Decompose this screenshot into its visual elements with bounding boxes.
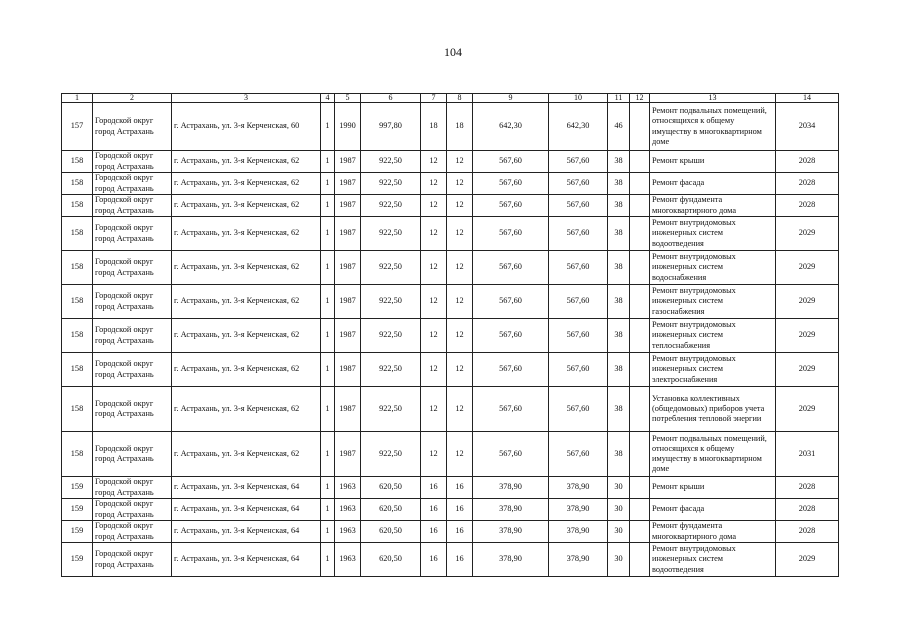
column-number-3: 3: [172, 94, 321, 103]
address-cell: г. Астрахань, ул. 3-я Керченская, 64: [172, 477, 321, 499]
col-9-cell: 567,60: [473, 195, 549, 217]
column-number-2: 2: [93, 94, 172, 103]
column-number-10: 10: [549, 94, 608, 103]
table-row: [62, 285, 839, 319]
col-8-cell: 12: [447, 432, 473, 477]
col-7-cell: 18: [421, 103, 447, 151]
row-number-cell: 157: [62, 103, 93, 151]
col-8-cell: 18: [447, 103, 473, 151]
work-type-cell: Ремонт крыши: [650, 477, 776, 499]
work-type-cell: Ремонт подвальных помещений, относящихся к общему имуществу в многоквартирном доме: [650, 103, 776, 151]
col-12-cell: [630, 151, 650, 173]
work-type-cell: Ремонт внутридомовых инженерных систем водоснабжения: [650, 251, 776, 285]
build-year-cell: 1987: [335, 353, 361, 387]
planned-year-cell: 2029: [776, 543, 839, 577]
total-area-cell: 922,50: [361, 387, 421, 432]
build-year-cell: 1963: [335, 477, 361, 499]
address-cell: г. Астрахань, ул. 3-я Керченская, 62: [172, 319, 321, 353]
col-10-cell: 642,30: [549, 103, 608, 151]
build-year-cell: 1987: [335, 173, 361, 195]
col-8-cell: 12: [447, 151, 473, 173]
total-area-cell: 922,50: [361, 319, 421, 353]
col-12-cell: [630, 217, 650, 251]
build-year-cell: 1963: [335, 543, 361, 577]
total-area-cell: 922,50: [361, 217, 421, 251]
municipality-cell: Городской округ город Астрахань: [93, 217, 172, 251]
work-type-cell: Ремонт подвальных помещений, относящихся к общему имуществу в многоквартирном доме: [650, 432, 776, 477]
col-10-cell: 567,60: [549, 432, 608, 477]
table-row: [62, 387, 839, 432]
col-4-cell: 1: [321, 103, 335, 151]
total-area-cell: 620,50: [361, 521, 421, 543]
table-row: [62, 251, 839, 285]
municipality-cell: Городской округ город Астрахань: [93, 543, 172, 577]
total-area-cell: 620,50: [361, 477, 421, 499]
col-12-cell: [630, 353, 650, 387]
col-9-cell: 567,60: [473, 387, 549, 432]
col-9-cell: 567,60: [473, 353, 549, 387]
build-year-cell: 1987: [335, 387, 361, 432]
table-row: [62, 195, 839, 217]
table-row: [62, 151, 839, 173]
build-year-cell: 1987: [335, 151, 361, 173]
row-number-cell: 158: [62, 217, 93, 251]
total-area-cell: 620,50: [361, 499, 421, 521]
col-8-cell: 12: [447, 195, 473, 217]
col-4-cell: 1: [321, 432, 335, 477]
col-11-cell: 30: [608, 499, 630, 521]
table-row: [62, 499, 839, 521]
col-7-cell: 12: [421, 432, 447, 477]
row-number-cell: 158: [62, 387, 93, 432]
col-9-cell: 642,30: [473, 103, 549, 151]
work-type-cell: Ремонт внутридомовых инженерных систем водоотведения: [650, 543, 776, 577]
col-12-cell: [630, 499, 650, 521]
row-number-cell: 159: [62, 543, 93, 577]
planned-year-cell: 2029: [776, 353, 839, 387]
build-year-cell: 1987: [335, 217, 361, 251]
col-12-cell: [630, 477, 650, 499]
col-9-cell: 378,90: [473, 521, 549, 543]
address-cell: г. Астрахань, ул. 3-я Керченская, 64: [172, 521, 321, 543]
col-12-cell: [630, 173, 650, 195]
col-10-cell: 567,60: [549, 217, 608, 251]
address-cell: г. Астрахань, ул. 3-я Керченская, 62: [172, 217, 321, 251]
col-12-cell: [630, 543, 650, 577]
address-cell: г. Астрахань, ул. 3-я Керченская, 62: [172, 151, 321, 173]
col-12-cell: [630, 387, 650, 432]
col-9-cell: 567,60: [473, 432, 549, 477]
col-11-cell: 46: [608, 103, 630, 151]
build-year-cell: 1990: [335, 103, 361, 151]
total-area-cell: 922,50: [361, 432, 421, 477]
municipality-cell: Городской округ город Астрахань: [93, 432, 172, 477]
total-area-cell: 997,80: [361, 103, 421, 151]
col-8-cell: 12: [447, 353, 473, 387]
planned-year-cell: 2029: [776, 387, 839, 432]
col-9-cell: 567,60: [473, 173, 549, 195]
col-12-cell: [630, 285, 650, 319]
address-cell: г. Астрахань, ул. 3-я Керченская, 62: [172, 195, 321, 217]
row-number-cell: 158: [62, 195, 93, 217]
col-9-cell: 567,60: [473, 319, 549, 353]
planned-year-cell: 2029: [776, 319, 839, 353]
table-body: [62, 94, 839, 577]
address-cell: г. Астрахань, ул. 3-я Керченская, 62: [172, 251, 321, 285]
col-4-cell: 1: [321, 499, 335, 521]
municipality-cell: Городской округ город Астрахань: [93, 195, 172, 217]
work-type-cell: Ремонт фундамента многоквартирного дома: [650, 195, 776, 217]
col-4-cell: 1: [321, 477, 335, 499]
planned-year-cell: 2028: [776, 173, 839, 195]
col-10-cell: 567,60: [549, 195, 608, 217]
col-7-cell: 16: [421, 521, 447, 543]
row-number-cell: 158: [62, 151, 93, 173]
col-11-cell: 38: [608, 319, 630, 353]
col-7-cell: 12: [421, 173, 447, 195]
col-9-cell: 567,60: [473, 217, 549, 251]
build-year-cell: 1987: [335, 432, 361, 477]
col-9-cell: 378,90: [473, 477, 549, 499]
row-number-cell: 158: [62, 173, 93, 195]
col-4-cell: 1: [321, 285, 335, 319]
total-area-cell: 922,50: [361, 173, 421, 195]
table-row: [62, 173, 839, 195]
planned-year-cell: 2029: [776, 285, 839, 319]
table-row: [62, 217, 839, 251]
planned-year-cell: 2031: [776, 432, 839, 477]
column-number-7: 7: [421, 94, 447, 103]
row-number-cell: 159: [62, 499, 93, 521]
municipality-cell: Городской округ город Астрахань: [93, 251, 172, 285]
col-7-cell: 16: [421, 543, 447, 577]
total-area-cell: 922,50: [361, 353, 421, 387]
col-10-cell: 567,60: [549, 173, 608, 195]
col-7-cell: 12: [421, 285, 447, 319]
col-11-cell: 38: [608, 251, 630, 285]
col-7-cell: 16: [421, 499, 447, 521]
planned-year-cell: 2029: [776, 217, 839, 251]
column-number-4: 4: [321, 94, 335, 103]
col-11-cell: 38: [608, 432, 630, 477]
col-10-cell: 567,60: [549, 387, 608, 432]
address-cell: г. Астрахань, ул. 3-я Керченская, 62: [172, 173, 321, 195]
col-7-cell: 12: [421, 195, 447, 217]
table-row: [62, 432, 839, 477]
table-row: [62, 543, 839, 577]
col-9-cell: 567,60: [473, 251, 549, 285]
col-4-cell: 1: [321, 251, 335, 285]
build-year-cell: 1963: [335, 521, 361, 543]
row-number-cell: 158: [62, 432, 93, 477]
planned-year-cell: 2028: [776, 477, 839, 499]
municipality-cell: Городской округ город Астрахань: [93, 319, 172, 353]
col-4-cell: 1: [321, 151, 335, 173]
col-12-cell: [630, 251, 650, 285]
capital-repair-table: [61, 93, 839, 577]
col-8-cell: 12: [447, 173, 473, 195]
col-4-cell: 1: [321, 543, 335, 577]
planned-year-cell: 2028: [776, 195, 839, 217]
col-10-cell: 378,90: [549, 521, 608, 543]
col-10-cell: 378,90: [549, 499, 608, 521]
col-12-cell: [630, 195, 650, 217]
row-number-cell: 159: [62, 477, 93, 499]
col-4-cell: 1: [321, 217, 335, 251]
work-type-cell: Ремонт внутридомовых инженерных систем водоотведения: [650, 217, 776, 251]
total-area-cell: 922,50: [361, 285, 421, 319]
col-12-cell: [630, 432, 650, 477]
municipality-cell: Городской округ город Астрахань: [93, 477, 172, 499]
col-7-cell: 12: [421, 151, 447, 173]
planned-year-cell: 2028: [776, 499, 839, 521]
col-11-cell: 38: [608, 173, 630, 195]
address-cell: г. Астрахань, ул. 3-я Керченская, 62: [172, 285, 321, 319]
col-11-cell: 38: [608, 217, 630, 251]
address-cell: г. Астрахань, ул. 3-я Керченская, 64: [172, 543, 321, 577]
col-11-cell: 38: [608, 353, 630, 387]
total-area-cell: 922,50: [361, 251, 421, 285]
col-12-cell: [630, 103, 650, 151]
column-number-9: 9: [473, 94, 549, 103]
col-11-cell: 30: [608, 543, 630, 577]
work-type-cell: Ремонт внутридомовых инженерных систем газоснабжения: [650, 285, 776, 319]
address-cell: г. Астрахань, ул. 3-я Керченская, 62: [172, 353, 321, 387]
address-cell: г. Астрахань, ул. 3-я Керченская, 62: [172, 387, 321, 432]
column-number-14: 14: [776, 94, 839, 103]
col-10-cell: 567,60: [549, 251, 608, 285]
col-10-cell: 378,90: [549, 477, 608, 499]
column-number-6: 6: [361, 94, 421, 103]
col-4-cell: 1: [321, 387, 335, 432]
col-8-cell: 12: [447, 251, 473, 285]
col-9-cell: 378,90: [473, 543, 549, 577]
municipality-cell: Городской округ город Астрахань: [93, 285, 172, 319]
build-year-cell: 1963: [335, 499, 361, 521]
col-11-cell: 38: [608, 285, 630, 319]
address-cell: г. Астрахань, ул. 3-я Керченская, 64: [172, 499, 321, 521]
municipality-cell: Городской округ город Астрахань: [93, 499, 172, 521]
col-12-cell: [630, 521, 650, 543]
municipality-cell: Городской округ город Астрахань: [93, 387, 172, 432]
col-8-cell: 16: [447, 543, 473, 577]
build-year-cell: 1987: [335, 195, 361, 217]
table-row: [62, 477, 839, 499]
row-number-cell: 158: [62, 251, 93, 285]
col-9-cell: 567,60: [473, 285, 549, 319]
row-number-cell: 158: [62, 285, 93, 319]
col-9-cell: 567,60: [473, 151, 549, 173]
col-8-cell: 12: [447, 217, 473, 251]
work-type-cell: Ремонт фасада: [650, 499, 776, 521]
col-4-cell: 1: [321, 521, 335, 543]
planned-year-cell: 2034: [776, 103, 839, 151]
row-number-cell: 158: [62, 319, 93, 353]
col-4-cell: 1: [321, 319, 335, 353]
col-4-cell: 1: [321, 353, 335, 387]
col-8-cell: 16: [447, 477, 473, 499]
col-9-cell: 378,90: [473, 499, 549, 521]
table-row: [62, 319, 839, 353]
col-10-cell: 567,60: [549, 353, 608, 387]
col-10-cell: 567,60: [549, 319, 608, 353]
col-11-cell: 38: [608, 195, 630, 217]
column-number-5: 5: [335, 94, 361, 103]
column-number-1: 1: [62, 94, 93, 103]
work-type-cell: Ремонт внутридомовых инженерных систем электроснабжения: [650, 353, 776, 387]
work-type-cell: Ремонт крыши: [650, 151, 776, 173]
col-7-cell: 12: [421, 251, 447, 285]
municipality-cell: Городской округ город Астрахань: [93, 103, 172, 151]
work-type-cell: Ремонт внутридомовых инженерных систем теплоснабжения: [650, 319, 776, 353]
address-cell: г. Астрахань, ул. 3-я Керченская, 60: [172, 103, 321, 151]
build-year-cell: 1987: [335, 319, 361, 353]
work-type-cell: Установка коллективных (общедомовых) приборов учета потребления тепловой энергии: [650, 387, 776, 432]
col-8-cell: 12: [447, 319, 473, 353]
col-7-cell: 12: [421, 353, 447, 387]
col-8-cell: 12: [447, 285, 473, 319]
col-7-cell: 16: [421, 477, 447, 499]
total-area-cell: 620,50: [361, 543, 421, 577]
work-type-cell: Ремонт фундамента многоквартирного дома: [650, 521, 776, 543]
column-number-8: 8: [447, 94, 473, 103]
total-area-cell: 922,50: [361, 195, 421, 217]
col-12-cell: [630, 319, 650, 353]
total-area-cell: 922,50: [361, 151, 421, 173]
column-number-row: [62, 94, 839, 103]
column-number-11: 11: [608, 94, 630, 103]
col-10-cell: 567,60: [549, 285, 608, 319]
col-11-cell: 38: [608, 151, 630, 173]
col-4-cell: 1: [321, 173, 335, 195]
work-type-cell: Ремонт фасада: [650, 173, 776, 195]
planned-year-cell: 2028: [776, 521, 839, 543]
build-year-cell: 1987: [335, 285, 361, 319]
col-7-cell: 12: [421, 217, 447, 251]
col-11-cell: 38: [608, 387, 630, 432]
build-year-cell: 1987: [335, 251, 361, 285]
col-4-cell: 1: [321, 195, 335, 217]
col-10-cell: 567,60: [549, 151, 608, 173]
col-11-cell: 30: [608, 521, 630, 543]
municipality-cell: Городской округ город Астрахань: [93, 521, 172, 543]
planned-year-cell: 2029: [776, 251, 839, 285]
table-row: [62, 521, 839, 543]
col-10-cell: 378,90: [549, 543, 608, 577]
col-7-cell: 12: [421, 319, 447, 353]
municipality-cell: Городской округ город Астрахань: [93, 151, 172, 173]
column-number-13: 13: [650, 94, 776, 103]
page-number: 104: [444, 45, 462, 59]
column-number-12: 12: [630, 94, 650, 103]
table-row: [62, 103, 839, 151]
municipality-cell: Городской округ город Астрахань: [93, 353, 172, 387]
col-8-cell: 12: [447, 387, 473, 432]
address-cell: г. Астрахань, ул. 3-я Керченская, 62: [172, 432, 321, 477]
planned-year-cell: 2028: [776, 151, 839, 173]
table-row: [62, 353, 839, 387]
col-8-cell: 16: [447, 499, 473, 521]
row-number-cell: 158: [62, 353, 93, 387]
col-7-cell: 12: [421, 387, 447, 432]
col-8-cell: 16: [447, 521, 473, 543]
municipality-cell: Городской округ город Астрахань: [93, 173, 172, 195]
col-11-cell: 30: [608, 477, 630, 499]
row-number-cell: 159: [62, 521, 93, 543]
